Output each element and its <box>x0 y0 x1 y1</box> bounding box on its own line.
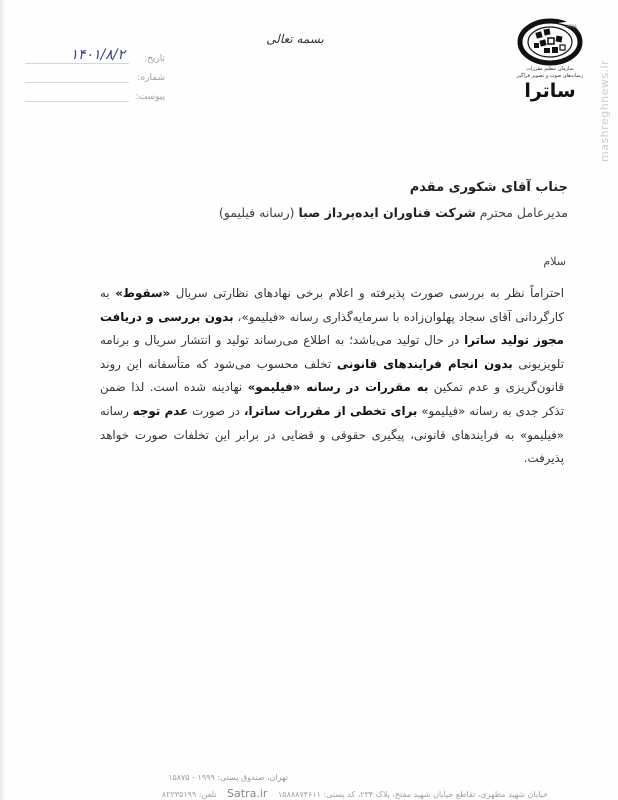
footer-address: خیابان شهید مطهری، تقاطع خیابان شهید مفتح، پلاک ۲۳۴، کد پستی: ۱۵۸۸۸۷۴۶۱۱ <box>277 790 548 799</box>
footer-phone: تلفن: ۸۲۲۳۵۱۹۹ <box>161 790 217 799</box>
footer-website: Satra.ir <box>227 787 268 800</box>
basmala: بسمه تعالی <box>266 32 324 46</box>
body-text-segment: نهادینه شده است. لذا ضمن تذکر جدی به رسانه «فیلیمو» <box>100 380 564 418</box>
body-text-segment: در صورت <box>188 403 244 418</box>
number-label: شماره: <box>137 73 165 83</box>
body-text-segment: به کارگردانی آقای سجاد پهلوان‌زاده با سرمایه‌گذاری رسانه «فیلیمو»، <box>100 286 565 324</box>
body-bold-segment: بدون انجام فرایندهای قانونی <box>336 356 513 371</box>
date-line <box>25 47 129 64</box>
attachment-line <box>25 91 129 102</box>
number-line <box>25 72 129 83</box>
addressee-name: جناب آقای شکوری مقدم <box>409 180 568 195</box>
letter-meta <box>25 45 165 102</box>
letter-body <box>100 282 564 471</box>
addressee <box>219 180 568 220</box>
meta-attachment-row <box>25 83 165 102</box>
title-prefix: مدیرعامل محترم <box>475 205 568 220</box>
logo-name: ساترا <box>524 80 576 102</box>
body-text-segment: احتراماً نظر به بررسی صورت پذیرفته و اعلام برخی نهادهای نظارتی سریال <box>170 286 564 300</box>
svg-text:SATRA: SATRA <box>564 24 577 29</box>
attachment-label: پیوست: <box>135 92 165 102</box>
meta-date-row <box>25 45 165 64</box>
meta-number-row <box>25 64 165 83</box>
body-text-segment: در حال تولید می‌باشد؛ به اطلاع می‌رساند تولید و انتشار سریال و برنامه تلویزیونی <box>100 333 564 371</box>
title-company: شرکت فناوران ایده‌پرداز صبا <box>298 205 476 220</box>
title-suffix: (رسانه فیلیمو) <box>218 205 299 220</box>
addressee-title <box>219 205 568 220</box>
scan-edge-shadow <box>0 0 6 800</box>
logo-subtitle-line2: رسانه‌های صوت و تصویر فراگیر <box>516 73 584 79</box>
logo-subtitle-line1: سازمان تنظیم مقررات <box>526 66 574 72</box>
body-bold-segment: بدون بررسی و دریافت مجوز تولید ساترا <box>100 309 564 348</box>
body-bold-segment: برای تخطی از مقررات ساترا، <box>243 403 418 418</box>
footer-postal: تهران، صندوق پستی: ۱۹۹۹ - ۱۵۸۷۵ <box>168 773 288 782</box>
watermark <box>598 12 612 162</box>
logo-subtitle <box>510 66 590 80</box>
body-bold-segment: به مقررات در رسانه «فیلیمو» <box>247 380 429 395</box>
date-label: تاریخ: <box>144 54 165 64</box>
footer-contact <box>162 787 548 800</box>
body-text-segment: تخلف محسوب می‌شود که متأسفانه این روند قانون‌گریزی و عدم تمکین <box>100 356 565 395</box>
date-value: ۱۴۰۱/۸/۲ <box>70 47 125 63</box>
satra-emblem-icon <box>510 18 590 66</box>
body-text-segment: رسانه «فیلیمو» به فرایندهای قانونی، پیگیری حقوقی و قضایی در برابر این تخلفات صورت خواهد پذیرفت. <box>100 403 564 466</box>
watermark-text: mashreghnews.ir <box>598 59 611 162</box>
satra-logo <box>510 18 590 106</box>
body-bold-segment: عدم توجه <box>132 403 189 418</box>
body-bold-segment: «سقوط» <box>115 286 171 300</box>
greeting: سلام <box>543 255 566 268</box>
